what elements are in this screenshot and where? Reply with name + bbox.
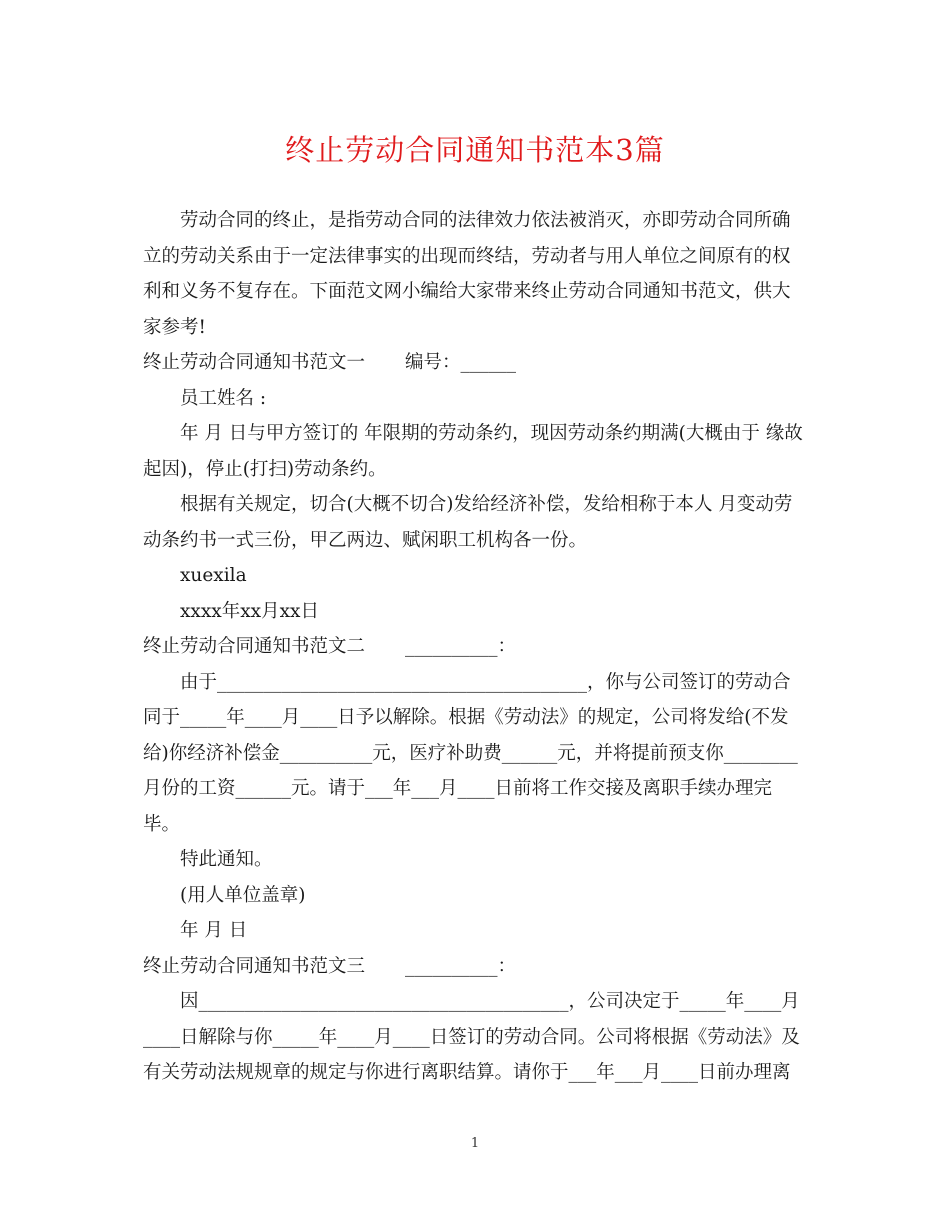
document-title: 终止劳动合同通知书范本3篇 — [285, 133, 665, 167]
sample2-seal: (用人单位盖章) — [180, 884, 306, 906]
sample3-heading-line — [143, 949, 805, 985]
sample1-paragraph-2: 根据有关规定，切合(大概不切合)发给经济补偿，发给相称于本人 月变动劳动条约书一式三份，甲乙两边、赋闲职工机构各一份。 — [143, 494, 793, 551]
sample1-heading: 终止劳动合同通知书范文一 — [143, 352, 366, 373]
sample2-notice: 特此通知。 — [180, 849, 273, 870]
number-label: 编号： — [405, 352, 461, 373]
page-number: 1 — [470, 1136, 480, 1151]
sample3-paragraph-1: 因________________________________________，公司决定于_____年____月____日解除与你_____年____月____日签订的劳动合同。公司将根据《劳动法》及有关劳动法规规章的规定与你进行离职结算。请你于___年___月____日前办理离 — [143, 991, 800, 1083]
employee-name-line: 员工姓名 : — [180, 387, 267, 409]
sample3-heading: 终止劳动合同通知书范文三 — [143, 955, 366, 977]
sample1-signature: xuexila — [180, 565, 247, 586]
sample1-date: xxxx年xx月xx日 — [180, 600, 319, 622]
document-body — [143, 203, 805, 1091]
sample2-heading-line — [143, 629, 805, 665]
sample1-paragraph-1: 年 月 日与甲方签订的 年限期的劳动条约，现因劳动条约期满(大概由于 缘故起因)，停止(打扫)劳动条约。 — [143, 423, 803, 480]
sample2-heading: 终止劳动合同通知书范文二 — [143, 636, 366, 657]
sample2-addressee: __________： — [405, 636, 517, 657]
intro-paragraph: 劳动合同的终止，是指劳动合同的法律效力依法被消灭，亦即劳动合同所确立的劳动关系由于一定法律事实的出现而终结，劳动者与用人单位之间原有的权利和义务不复存在。下面范文网小编给大家带来终止劳动合同通知书范文，供大家参考! — [143, 210, 791, 338]
sample3-addressee: __________： — [405, 955, 517, 977]
sample1-heading-line — [143, 345, 805, 381]
number-blank: ______ — [460, 352, 517, 373]
sample2-paragraph-1: 由于________________________________________，你与公司签订的劳动合同于_____年____月____日予以解除。根据《劳动法》的规定，公司将发给(不发给)你经济补偿金__________元，医疗补助费______元，并将提前预支你________月份的工资______元。请于___年___月____日前将工作交接及离职手续办理完毕。 — [143, 671, 798, 835]
sample2-date: 年 月 日 — [180, 920, 248, 941]
